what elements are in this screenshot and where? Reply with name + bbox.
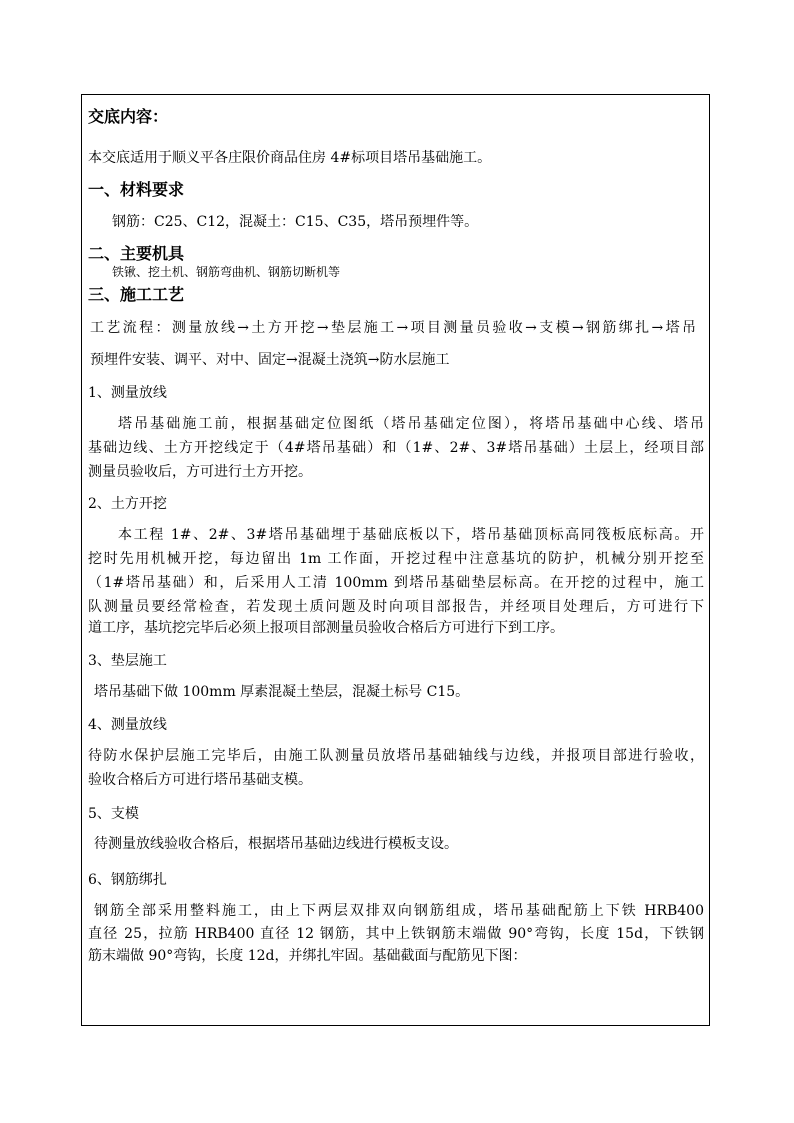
paragraph-line: （1#塔吊基础）和，后采用人工清 100mm 到塔吊基础垫层标高。在开挖的过程中，施工 (88, 575, 704, 591)
tools-title: 二、主要机具 (88, 244, 185, 263)
step-title: 2、土方开挖 (88, 496, 167, 512)
section-heading: 交底内容： (88, 107, 169, 126)
paragraph-line: 测量员验收后，方可进行土方开挖。 (88, 464, 312, 480)
paragraph-line: 挖时先用机械开挖，每边留出 1m 工作面，开挖过程中注意基坑的防护，机械分别开挖至 (88, 551, 704, 567)
paragraph-line: 直径 25，拉筋 HRB400 直径 12 钢筋，其中上铁钢筋末端做 90°弯钩，长度 15d，下铁钢 (88, 926, 704, 942)
paragraph-line: 塔吊基础施工前，根据基础定位图纸（塔吊基础定位图），将塔吊基础中心线、塔吊 (118, 416, 704, 432)
paragraph-line: 待测量放线验收合格后，根据塔吊基础边线进行模板支设。 (94, 836, 458, 852)
process-title: 三、施工工艺 (88, 285, 185, 304)
process-flow-line: 工艺流程：测量放线→土方开挖→垫层施工→项目测量员验收→支模→钢筋绑扎→塔吊 (90, 320, 696, 336)
paragraph-line: 筋末端做 90°弯钩，长度 12d，并绑扎牢固。基础截面与配筋见下图： (88, 948, 527, 964)
paragraph-line: 道工序，基坑挖完毕后必须上报项目部测量员验收合格后方可进行下到工序。 (88, 620, 564, 636)
step-title: 5、支模 (88, 806, 139, 822)
step-title: 1、测量放线 (88, 385, 167, 401)
paragraph-line: 待防水保护层施工完毕后，由施工队测量员放塔吊基础轴线与边线，并报项目部进行验收， (88, 748, 704, 764)
step-title: 3、垫层施工 (88, 653, 167, 669)
process-flow-line: 预埋件安装、调平、对中、固定→混凝土浇筑→防水层施工 (90, 352, 450, 368)
paragraph-line: 钢筋全部采用整料施工，由上下两层双排双向钢筋组成，塔吊基础配筋上下铁 HRB400 (94, 903, 704, 919)
materials-title: 一、材料要求 (88, 180, 185, 199)
step-title: 4、测量放线 (88, 717, 167, 733)
intro-text: 本交底适用于顺义平各庄限价商品住房 4#标项目塔吊基础施工。 (88, 150, 492, 166)
materials-line: 钢筋：C25、C12，混凝土：C15、C35，塔吊预埋件等。 (112, 214, 479, 230)
step-title: 6、钢筋绑扎 (88, 872, 167, 888)
paragraph-line: 塔吊基础下做 100mm 厚素混凝土垫层，混凝土标号 C15。 (94, 684, 470, 700)
paragraph-line: 队测量员要经常检查，若发现土质问题及时向项目部报告，并经项目处理后，方可进行下 (88, 599, 704, 615)
paragraph-line: 验收合格后方可进行塔吊基础支模。 (88, 772, 312, 788)
paragraph-line: 本工程 1#、2#、3#塔吊基础埋于基础底板以下，塔吊基础顶标高同筏板底标高。开 (118, 527, 704, 543)
tools-line: 铁锹、挖土机、钢筋弯曲机、钢筋切断机等 (112, 265, 341, 279)
paragraph-line: 基础边线、土方开挖线定于（4#塔吊基础）和（1#、2#、3#塔吊基础）土层上，经项目部 (88, 440, 704, 456)
